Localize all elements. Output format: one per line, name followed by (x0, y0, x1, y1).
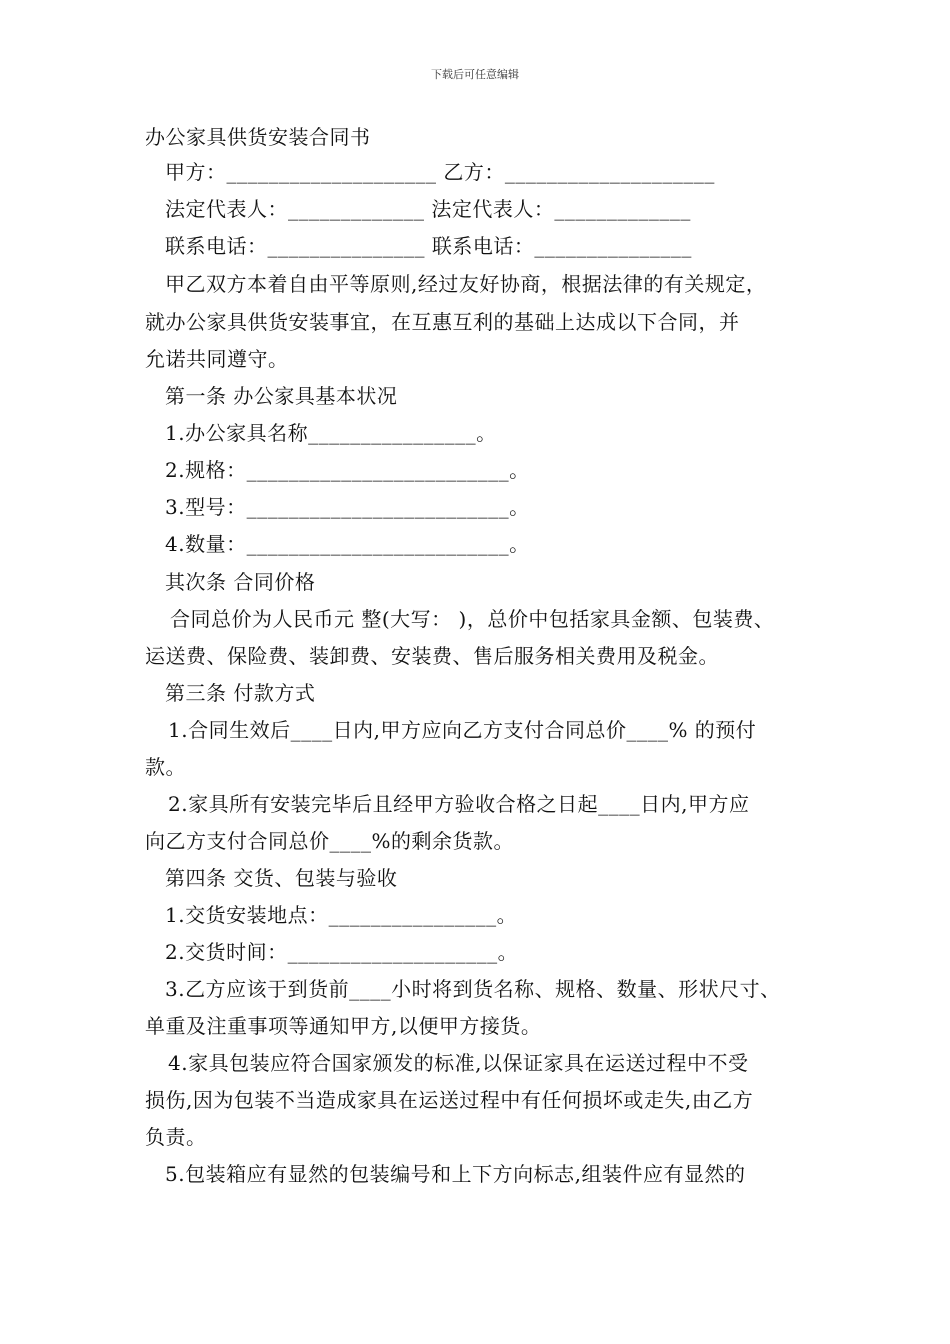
paragraph-line: 运送费、保险费、装卸费、安装费、售后服务相关费用及税金。 (145, 644, 719, 668)
list-item: 3.乙方应该于到货前____小时将到货名称、规格、数量、形状尺寸、 (165, 977, 781, 1001)
paragraph-line: 就办公家具供货安装事宜，在互惠互利的基础上达成以下合同，并 (145, 310, 740, 334)
list-item: 5.包装箱应有显然的包装编号和上下方向标志,组装件应有显然的 (165, 1162, 746, 1186)
section-heading: 第四条 交货、包装与验收 (165, 866, 398, 890)
paragraph-line: 单重及注重事项等通知甲方,以便甲方接货。 (145, 1014, 542, 1038)
list-item: 3.型号：_________________________。 (165, 495, 530, 519)
section-heading: 第一条 办公家具基本状况 (165, 384, 398, 408)
list-item: 1.办公家具名称________________。 (165, 421, 497, 445)
legal-representative-line: 法定代表人：_____________ 法定代表人：_____________ (165, 197, 691, 221)
paragraph-line: 允诺共同遵守。 (145, 347, 289, 371)
party-a-b-line: 甲方：____________________ 乙方：____________________ (165, 160, 715, 184)
paragraph-line: 甲乙双方本着自由平等原则,经过友好协商，根据法律的有关规定， (165, 272, 767, 296)
document-title: 办公家具供货安装合同书 (145, 125, 371, 149)
paragraph-line: 合同总价为人民币元 整(大写： )，总价中包括家具金额、包装费、 (170, 607, 775, 631)
list-item: 1.合同生效后____日内,甲方应向乙方支付合同总价____% 的预付 (168, 718, 757, 742)
page-header: 下载后可任意编辑 (431, 68, 519, 81)
list-item: 4.数量：_________________________。 (165, 532, 530, 556)
section-heading: 第三条 付款方式 (165, 681, 316, 705)
list-item: 2.规格：_________________________。 (165, 458, 530, 482)
paragraph-line: 损伤,因为包装不当造成家具在运送过程中有任何损坏或走失,由乙方 (145, 1088, 754, 1112)
list-item: 4.家具包装应符合国家颁发的标准,以保证家具在运送过程中不受 (168, 1051, 749, 1075)
list-item: 2.交货时间：____________________。 (165, 940, 519, 964)
list-item: 2.家具所有安装完毕后且经甲方验收合格之日起____日内,甲方应 (168, 792, 750, 816)
section-heading: 其次条 合同价格 (165, 570, 316, 594)
contact-phone-line: 联系电话：_______________ 联系电话：_______________ (165, 234, 692, 258)
list-item: 1.交货安装地点：________________。 (165, 903, 518, 927)
paragraph-line: 负责。 (145, 1125, 207, 1149)
paragraph-line: 向乙方支付合同总价____%的剩余货款。 (145, 829, 515, 853)
paragraph-line: 款。 (145, 755, 186, 779)
